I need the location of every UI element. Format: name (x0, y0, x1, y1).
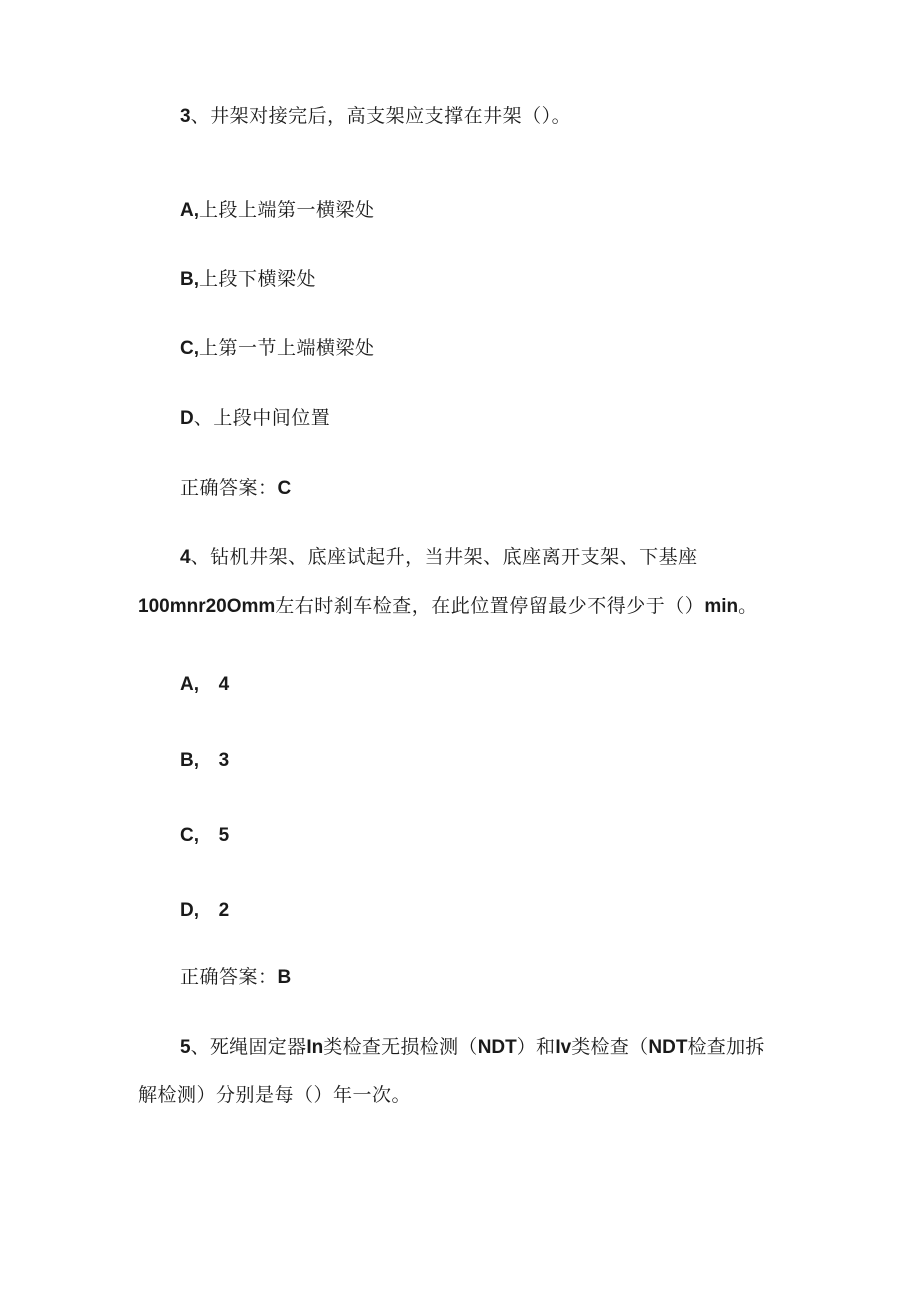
q5-seg7: 类检查（ (571, 1036, 649, 1058)
option-letter: C, (180, 825, 199, 846)
question-3-number: 3 (180, 106, 191, 127)
option-letter: B, (180, 750, 199, 771)
question-3-text: 、井架对接完后，高支架应支撑在井架（）。 (190, 105, 572, 127)
option-letter: A, (180, 200, 199, 221)
option-text: 5 (218, 825, 230, 846)
option-letter: A, (180, 674, 199, 695)
q5-line2: 解检测）分别是每（）年一次。 (138, 1084, 412, 1106)
question-3-option-a (180, 197, 375, 224)
class-iv: Iv (555, 1037, 572, 1058)
question-5-stem-line-1 (180, 1034, 765, 1061)
option-text: 上第一节上端横梁处 (199, 337, 375, 359)
ndt-abbrev: NDT (477, 1037, 517, 1058)
unit-min: min (704, 596, 739, 617)
answer-label: 正确答案： (180, 966, 278, 988)
question-4-stem-line-1 (180, 544, 698, 571)
class-in: In (306, 1037, 324, 1058)
question-3-answer (180, 475, 291, 502)
question-3-stem (180, 103, 571, 130)
q5-seg9: 检查加拆 (687, 1036, 765, 1058)
q5-seg3: 类检查无损检测（ (323, 1036, 478, 1058)
option-text: 、上段中间位置 (193, 407, 331, 429)
question-4-stem-line-2 (138, 593, 758, 620)
question-4-option-a (180, 671, 229, 698)
question-4-option-b (180, 747, 229, 774)
question-4-number: 4 (180, 547, 191, 568)
option-text: 上段上端第一横梁处 (199, 199, 375, 221)
measurement-range: 100mnr20Omm (138, 596, 276, 617)
option-letter: B, (180, 269, 199, 290)
question-3-option-b (180, 266, 316, 293)
answer-label: 正确答案： (180, 477, 278, 499)
option-letter: C, (180, 338, 199, 359)
q5-seg1: 、死绳固定器 (190, 1036, 307, 1058)
option-text: 3 (218, 750, 230, 771)
question-5-stem-line-2 (138, 1082, 411, 1108)
q5-seg5: ）和 (516, 1036, 556, 1058)
question-4-text: 、钻机井架、底座试起升，当井架、底座离开支架、下基座 (190, 546, 698, 568)
question-5-number: 5 (180, 1037, 191, 1058)
ndt-abbrev-2: NDT (648, 1037, 688, 1058)
answer-value: B (277, 967, 292, 988)
question-4-option-c (180, 822, 229, 849)
option-text: 上段下横梁处 (199, 268, 317, 290)
period: 。 (738, 595, 758, 617)
question-4-answer (180, 964, 291, 991)
option-letter: D (180, 408, 194, 429)
question-3-option-c (180, 335, 375, 362)
option-text: 2 (218, 900, 230, 921)
answer-value: C (277, 478, 292, 499)
option-letter: D, (180, 900, 199, 921)
question-4-option-d (180, 897, 229, 924)
question-4-text-cont: 左右时刹车检查，在此位置停留最少不得少于（） (275, 595, 705, 617)
option-text: 4 (218, 674, 230, 695)
question-3-option-d (180, 405, 330, 432)
